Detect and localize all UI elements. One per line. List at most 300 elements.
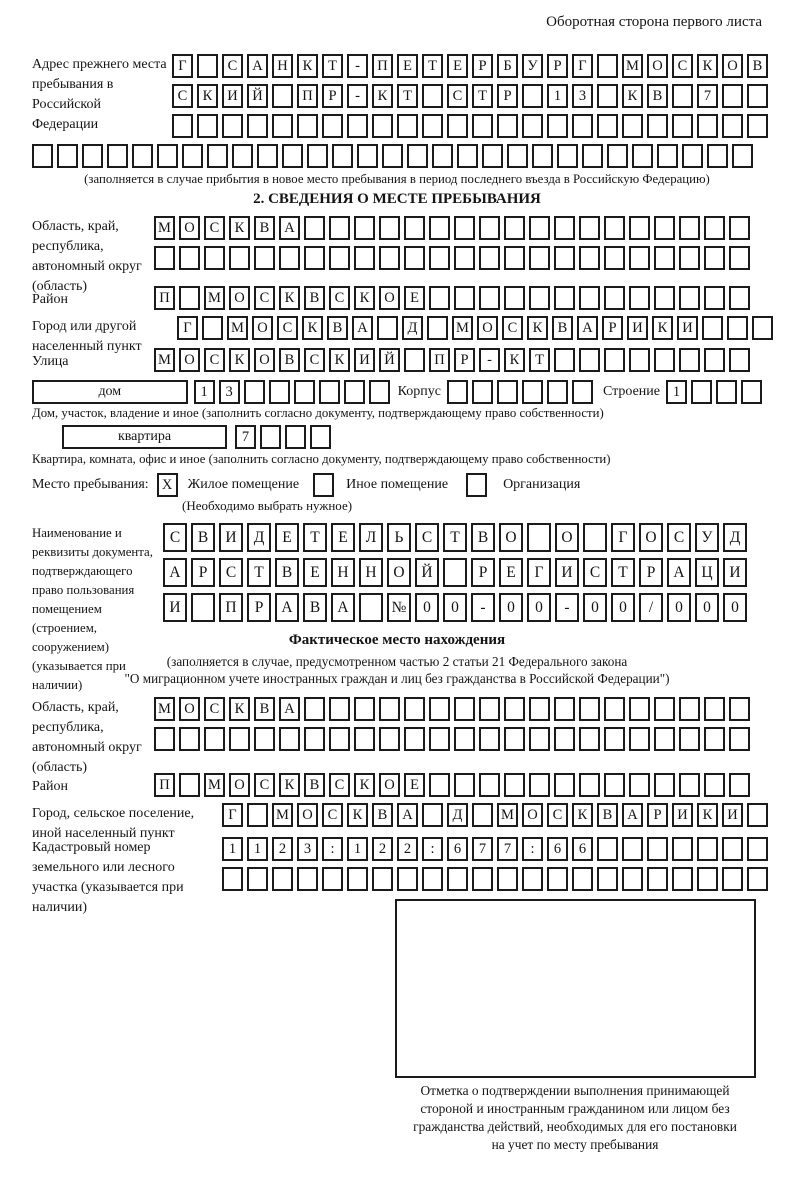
- char-box[interactable]: [654, 348, 675, 372]
- char-box[interactable]: Л: [359, 523, 383, 552]
- char-box[interactable]: [447, 867, 468, 891]
- char-box[interactable]: Д: [723, 523, 747, 552]
- char-box[interactable]: С: [447, 84, 468, 108]
- char-box[interactable]: У: [522, 54, 543, 78]
- char-box[interactable]: К: [229, 697, 250, 721]
- char-box[interactable]: С: [204, 216, 225, 240]
- char-box[interactable]: [179, 246, 200, 270]
- char-box[interactable]: [354, 246, 375, 270]
- char-box[interactable]: 0: [499, 593, 523, 622]
- char-box[interactable]: С: [329, 286, 350, 310]
- char-box[interactable]: О: [379, 773, 400, 797]
- char-box[interactable]: 3: [297, 837, 318, 861]
- char-box[interactable]: В: [647, 84, 668, 108]
- char-box[interactable]: [604, 697, 625, 721]
- char-box[interactable]: Г: [222, 803, 243, 827]
- char-box[interactable]: И: [354, 348, 375, 372]
- char-box[interactable]: [554, 216, 575, 240]
- char-box[interactable]: И: [163, 593, 187, 622]
- char-box[interactable]: [132, 144, 153, 168]
- char-box[interactable]: М: [452, 316, 473, 340]
- char-box[interactable]: [204, 246, 225, 270]
- char-box[interactable]: В: [191, 523, 215, 552]
- char-box[interactable]: 6: [447, 837, 468, 861]
- char-box[interactable]: [354, 216, 375, 240]
- char-box[interactable]: С: [219, 558, 243, 587]
- char-box[interactable]: [554, 286, 575, 310]
- char-box[interactable]: [572, 867, 593, 891]
- char-box[interactable]: [572, 114, 593, 138]
- char-box[interactable]: [629, 246, 650, 270]
- char-box[interactable]: 0: [611, 593, 635, 622]
- char-box[interactable]: [404, 727, 425, 751]
- char-box[interactable]: [232, 144, 253, 168]
- char-box[interactable]: [379, 246, 400, 270]
- checkbox-inoe[interactable]: [313, 473, 334, 497]
- kadastr-row-2[interactable]: [222, 867, 762, 891]
- char-box[interactable]: С: [583, 558, 607, 587]
- char-box[interactable]: И: [723, 558, 747, 587]
- char-box[interactable]: О: [722, 54, 743, 78]
- char-box[interactable]: [722, 867, 743, 891]
- char-box[interactable]: [532, 144, 553, 168]
- char-box[interactable]: [354, 727, 375, 751]
- char-box[interactable]: [179, 286, 200, 310]
- char-box[interactable]: -: [347, 54, 368, 78]
- char-box[interactable]: [472, 114, 493, 138]
- char-box[interactable]: [622, 114, 643, 138]
- char-box[interactable]: П: [154, 773, 175, 797]
- char-box[interactable]: [319, 380, 340, 404]
- char-box[interactable]: 0: [695, 593, 719, 622]
- char-box[interactable]: [479, 246, 500, 270]
- kadastr-row-1[interactable]: [222, 837, 762, 861]
- char-box[interactable]: [654, 773, 675, 797]
- char-box[interactable]: [82, 144, 103, 168]
- char-box[interactable]: С: [415, 523, 439, 552]
- char-box[interactable]: К: [347, 803, 368, 827]
- char-box[interactable]: [554, 697, 575, 721]
- char-box[interactable]: [247, 867, 268, 891]
- char-box[interactable]: 7: [697, 84, 718, 108]
- char-box[interactable]: Ь: [387, 523, 411, 552]
- char-box[interactable]: Е: [275, 523, 299, 552]
- char-box[interactable]: [579, 246, 600, 270]
- char-box[interactable]: [182, 144, 203, 168]
- char-box[interactable]: [304, 727, 325, 751]
- char-box[interactable]: 1: [247, 837, 268, 861]
- char-box[interactable]: [304, 246, 325, 270]
- char-box[interactable]: О: [229, 773, 250, 797]
- char-box[interactable]: [191, 593, 215, 622]
- char-box[interactable]: [729, 727, 750, 751]
- char-box[interactable]: [107, 144, 128, 168]
- char-box[interactable]: [329, 727, 350, 751]
- char-box[interactable]: [207, 144, 228, 168]
- prev-address-row-3[interactable]: [172, 114, 762, 138]
- char-box[interactable]: В: [552, 316, 573, 340]
- char-box[interactable]: №: [387, 593, 411, 622]
- dom-number-boxes[interactable]: [194, 380, 390, 404]
- char-box[interactable]: Й: [415, 558, 439, 587]
- char-box[interactable]: [377, 316, 398, 340]
- char-box[interactable]: [604, 773, 625, 797]
- char-box[interactable]: А: [275, 593, 299, 622]
- char-box[interactable]: Т: [529, 348, 550, 372]
- char-box[interactable]: 3: [572, 84, 593, 108]
- char-box[interactable]: М: [154, 348, 175, 372]
- char-box[interactable]: [329, 246, 350, 270]
- char-box[interactable]: Е: [499, 558, 523, 587]
- char-box[interactable]: У: [695, 523, 719, 552]
- char-box[interactable]: 6: [547, 837, 568, 861]
- char-box[interactable]: [504, 727, 525, 751]
- char-box[interactable]: К: [229, 348, 250, 372]
- char-box[interactable]: К: [229, 216, 250, 240]
- char-box[interactable]: О: [522, 803, 543, 827]
- doc-row-1[interactable]: [163, 523, 762, 552]
- char-box[interactable]: [722, 84, 743, 108]
- char-box[interactable]: [604, 727, 625, 751]
- char-box[interactable]: [404, 216, 425, 240]
- char-box[interactable]: [679, 727, 700, 751]
- char-box[interactable]: О: [179, 697, 200, 721]
- char-box[interactable]: [179, 773, 200, 797]
- fact-oblast-row-2[interactable]: [154, 727, 762, 751]
- char-box[interactable]: Н: [272, 54, 293, 78]
- char-box[interactable]: [704, 246, 725, 270]
- char-box[interactable]: [622, 867, 643, 891]
- char-box[interactable]: [704, 773, 725, 797]
- char-box[interactable]: И: [677, 316, 698, 340]
- char-box[interactable]: 2: [372, 837, 393, 861]
- char-box[interactable]: Г: [172, 54, 193, 78]
- char-box[interactable]: :: [422, 837, 443, 861]
- char-box[interactable]: Ц: [695, 558, 719, 587]
- char-box[interactable]: В: [327, 316, 348, 340]
- char-box[interactable]: Е: [404, 773, 425, 797]
- char-box[interactable]: [579, 348, 600, 372]
- char-box[interactable]: 0: [415, 593, 439, 622]
- char-box[interactable]: [597, 84, 618, 108]
- char-box[interactable]: Н: [359, 558, 383, 587]
- char-box[interactable]: К: [697, 803, 718, 827]
- char-box[interactable]: [679, 216, 700, 240]
- char-box[interactable]: [272, 867, 293, 891]
- char-box[interactable]: [472, 867, 493, 891]
- char-box[interactable]: [547, 114, 568, 138]
- char-box[interactable]: [372, 867, 393, 891]
- char-box[interactable]: [454, 697, 475, 721]
- char-box[interactable]: С: [304, 348, 325, 372]
- char-box[interactable]: [579, 773, 600, 797]
- char-box[interactable]: [472, 803, 493, 827]
- char-box[interactable]: Т: [422, 54, 443, 78]
- char-box[interactable]: [179, 727, 200, 751]
- char-box[interactable]: А: [577, 316, 598, 340]
- char-box[interactable]: [260, 425, 281, 449]
- char-box[interactable]: [397, 867, 418, 891]
- char-box[interactable]: 7: [497, 837, 518, 861]
- char-box[interactable]: [741, 380, 762, 404]
- char-box[interactable]: [522, 867, 543, 891]
- char-box[interactable]: Р: [472, 54, 493, 78]
- char-box[interactable]: К: [297, 54, 318, 78]
- char-box[interactable]: [679, 246, 700, 270]
- char-box[interactable]: [454, 246, 475, 270]
- char-box[interactable]: К: [329, 348, 350, 372]
- prev-address-row-1[interactable]: [172, 54, 762, 78]
- char-box[interactable]: Р: [454, 348, 475, 372]
- char-box[interactable]: [422, 114, 443, 138]
- char-box[interactable]: [582, 144, 603, 168]
- char-box[interactable]: [704, 216, 725, 240]
- char-box[interactable]: Т: [472, 84, 493, 108]
- char-box[interactable]: [729, 216, 750, 240]
- ulitsa-row[interactable]: [154, 348, 762, 372]
- char-box[interactable]: [294, 380, 315, 404]
- char-box[interactable]: П: [429, 348, 450, 372]
- char-box[interactable]: [697, 114, 718, 138]
- char-box[interactable]: А: [279, 697, 300, 721]
- char-box[interactable]: Р: [191, 558, 215, 587]
- char-box[interactable]: [254, 727, 275, 751]
- char-box[interactable]: [297, 867, 318, 891]
- char-box[interactable]: С: [322, 803, 343, 827]
- char-box[interactable]: Р: [602, 316, 623, 340]
- char-box[interactable]: [479, 216, 500, 240]
- char-box[interactable]: [404, 246, 425, 270]
- char-box[interactable]: [422, 803, 443, 827]
- char-box[interactable]: М: [204, 773, 225, 797]
- char-box[interactable]: Й: [379, 348, 400, 372]
- char-box[interactable]: М: [227, 316, 248, 340]
- char-box[interactable]: 0: [527, 593, 551, 622]
- char-box[interactable]: В: [279, 348, 300, 372]
- char-box[interactable]: :: [322, 837, 343, 861]
- char-box[interactable]: [447, 380, 468, 404]
- char-box[interactable]: [747, 114, 768, 138]
- char-box[interactable]: [654, 727, 675, 751]
- char-box[interactable]: [404, 697, 425, 721]
- char-box[interactable]: О: [477, 316, 498, 340]
- char-box[interactable]: [529, 216, 550, 240]
- char-box[interactable]: Р: [322, 84, 343, 108]
- char-box[interactable]: [479, 286, 500, 310]
- char-box[interactable]: [429, 246, 450, 270]
- doc-row-2[interactable]: [163, 558, 762, 587]
- char-box[interactable]: Е: [404, 286, 425, 310]
- char-box[interactable]: 0: [723, 593, 747, 622]
- char-box[interactable]: 1: [666, 380, 687, 404]
- char-box[interactable]: С: [204, 348, 225, 372]
- char-box[interactable]: [497, 380, 518, 404]
- char-box[interactable]: М: [204, 286, 225, 310]
- char-box[interactable]: [597, 867, 618, 891]
- char-box[interactable]: [154, 246, 175, 270]
- char-box[interactable]: [329, 216, 350, 240]
- char-box[interactable]: [422, 84, 443, 108]
- char-box[interactable]: Б: [497, 54, 518, 78]
- char-box[interactable]: [422, 867, 443, 891]
- char-box[interactable]: [747, 837, 768, 861]
- char-box[interactable]: В: [304, 286, 325, 310]
- gorod-row[interactable]: [177, 316, 762, 340]
- char-box[interactable]: [404, 348, 425, 372]
- char-box[interactable]: [407, 144, 428, 168]
- char-box[interactable]: [522, 84, 543, 108]
- char-box[interactable]: [347, 114, 368, 138]
- korpus-boxes[interactable]: [447, 380, 593, 404]
- prev-address-row-2[interactable]: [172, 84, 762, 108]
- char-box[interactable]: [279, 246, 300, 270]
- doc-row-3[interactable]: [163, 593, 762, 622]
- char-box[interactable]: 1: [194, 380, 215, 404]
- char-box[interactable]: [529, 727, 550, 751]
- char-box[interactable]: [622, 837, 643, 861]
- char-box[interactable]: [372, 114, 393, 138]
- char-box[interactable]: К: [372, 84, 393, 108]
- char-box[interactable]: О: [229, 286, 250, 310]
- char-box[interactable]: А: [352, 316, 373, 340]
- char-box[interactable]: И: [672, 803, 693, 827]
- char-box[interactable]: [654, 697, 675, 721]
- char-box[interactable]: М: [497, 803, 518, 827]
- char-box[interactable]: 2: [272, 837, 293, 861]
- char-box[interactable]: К: [302, 316, 323, 340]
- char-box[interactable]: А: [397, 803, 418, 827]
- char-box[interactable]: 3: [219, 380, 240, 404]
- char-box[interactable]: С: [667, 523, 691, 552]
- char-box[interactable]: [554, 348, 575, 372]
- char-box[interactable]: К: [622, 84, 643, 108]
- char-box[interactable]: [522, 114, 543, 138]
- char-box[interactable]: [429, 773, 450, 797]
- char-box[interactable]: [244, 380, 265, 404]
- char-box[interactable]: [310, 425, 331, 449]
- char-box[interactable]: С: [254, 286, 275, 310]
- char-box[interactable]: С: [204, 697, 225, 721]
- char-box[interactable]: М: [622, 54, 643, 78]
- char-box[interactable]: В: [303, 593, 327, 622]
- char-box[interactable]: [529, 286, 550, 310]
- char-box[interactable]: [704, 727, 725, 751]
- char-box[interactable]: М: [154, 697, 175, 721]
- char-box[interactable]: В: [747, 54, 768, 78]
- char-box[interactable]: С: [222, 54, 243, 78]
- char-box[interactable]: [379, 216, 400, 240]
- char-box[interactable]: Р: [639, 558, 663, 587]
- char-box[interactable]: [454, 286, 475, 310]
- char-box[interactable]: [279, 727, 300, 751]
- char-box[interactable]: [269, 380, 290, 404]
- char-box[interactable]: [369, 380, 390, 404]
- char-box[interactable]: С: [329, 773, 350, 797]
- char-box[interactable]: [157, 144, 178, 168]
- char-box[interactable]: -: [479, 348, 500, 372]
- char-box[interactable]: [752, 316, 773, 340]
- char-box[interactable]: А: [667, 558, 691, 587]
- char-box[interactable]: М: [154, 216, 175, 240]
- char-box[interactable]: 0: [583, 593, 607, 622]
- char-box[interactable]: С: [163, 523, 187, 552]
- char-box[interactable]: [597, 837, 618, 861]
- char-box[interactable]: [382, 144, 403, 168]
- char-box[interactable]: [504, 697, 525, 721]
- char-box[interactable]: [672, 114, 693, 138]
- char-box[interactable]: [347, 867, 368, 891]
- char-box[interactable]: [427, 316, 448, 340]
- char-box[interactable]: [604, 348, 625, 372]
- char-box[interactable]: О: [499, 523, 523, 552]
- char-box[interactable]: [704, 286, 725, 310]
- char-box[interactable]: -: [471, 593, 495, 622]
- char-box[interactable]: М: [272, 803, 293, 827]
- char-box[interactable]: [479, 773, 500, 797]
- char-box[interactable]: О: [297, 803, 318, 827]
- char-box[interactable]: [222, 114, 243, 138]
- char-box[interactable]: [247, 114, 268, 138]
- char-box[interactable]: [647, 114, 668, 138]
- char-box[interactable]: С: [502, 316, 523, 340]
- char-box[interactable]: [304, 216, 325, 240]
- char-box[interactable]: С: [254, 773, 275, 797]
- char-box[interactable]: Г: [527, 558, 551, 587]
- char-box[interactable]: [547, 380, 568, 404]
- char-box[interactable]: 1: [222, 837, 243, 861]
- kvartira-boxes[interactable]: [235, 425, 331, 449]
- char-box[interactable]: [691, 380, 712, 404]
- char-box[interactable]: Д: [447, 803, 468, 827]
- char-box[interactable]: [247, 803, 268, 827]
- char-box[interactable]: [657, 144, 678, 168]
- stroenie-boxes[interactable]: [666, 380, 762, 404]
- prev-address-row-4[interactable]: [32, 144, 762, 168]
- fact-gorod-row[interactable]: [222, 803, 762, 827]
- char-box[interactable]: [729, 348, 750, 372]
- char-box[interactable]: Г: [611, 523, 635, 552]
- char-box[interactable]: [679, 286, 700, 310]
- char-box[interactable]: [504, 773, 525, 797]
- char-box[interactable]: [629, 216, 650, 240]
- char-box[interactable]: [429, 216, 450, 240]
- char-box[interactable]: [457, 144, 478, 168]
- char-box[interactable]: [547, 867, 568, 891]
- char-box[interactable]: И: [627, 316, 648, 340]
- char-box[interactable]: [222, 867, 243, 891]
- char-box[interactable]: [716, 380, 737, 404]
- char-box[interactable]: О: [179, 348, 200, 372]
- char-box[interactable]: 1: [547, 84, 568, 108]
- char-box[interactable]: Е: [447, 54, 468, 78]
- char-box[interactable]: [604, 246, 625, 270]
- char-box[interactable]: В: [597, 803, 618, 827]
- char-box[interactable]: С: [277, 316, 298, 340]
- char-box[interactable]: [647, 837, 668, 861]
- char-box[interactable]: [672, 84, 693, 108]
- char-box[interactable]: А: [247, 54, 268, 78]
- char-box[interactable]: [359, 593, 383, 622]
- char-box[interactable]: 0: [443, 593, 467, 622]
- char-box[interactable]: -: [347, 84, 368, 108]
- char-box[interactable]: [579, 697, 600, 721]
- char-box[interactable]: [597, 114, 618, 138]
- char-box[interactable]: [722, 837, 743, 861]
- char-box[interactable]: С: [172, 84, 193, 108]
- char-box[interactable]: В: [304, 773, 325, 797]
- char-box[interactable]: [679, 348, 700, 372]
- char-box[interactable]: К: [354, 286, 375, 310]
